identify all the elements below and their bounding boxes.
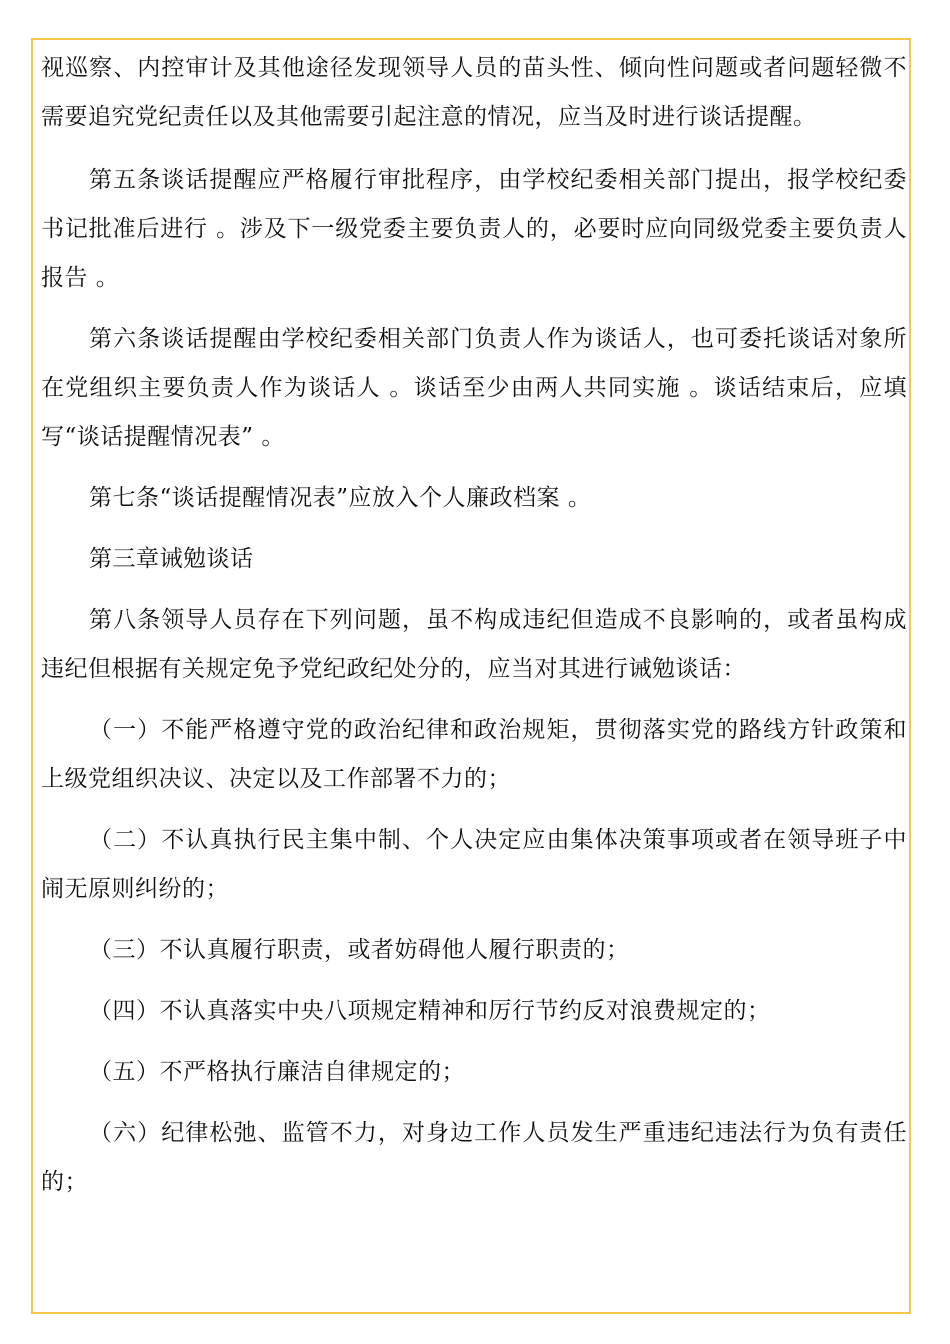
paragraph-article-6: 第六条谈话提醒由学校纪委相关部门负责人作为谈话人，也可委托谈话对象所在党组织主要负责人作为谈话人 。谈话至少由两人共同实施 。谈话结束后，应填写“谈话提醒情况表” 。 [41,326,907,450]
list-item-1: （一）不能严格遵守党的政治纪律和政治规矩，贯彻落实党的路线方针政策和上级党组织决议、决定以及工作部署不力的； [41,717,907,792]
document-body [41,44,907,1219]
list-item-6: （六）纪律松弛、监管不力，对身边工作人员发生严重违纪违法行为负有责任的； [41,1120,907,1195]
paragraph-continuation: 视巡察、内控审计及其他途径发现领导人员的苗头性、倾向性问题或者问题轻微不需要追究党纪责任以及其他需要引起注意的情况，应当及时进行谈话提醒。 [41,55,907,130]
list-item-3: （三）不认真履行职责，或者妨碍他人履行职责的； [89,937,630,963]
chapter-heading: 第三章诫勉谈话 [89,546,254,572]
list-item-2: （二）不认真执行民主集中制、个人决定应由集体决策事项或者在领导班子中闹无原则纠纷的； [41,827,907,902]
paragraph-article-7: 第七条“谈话提醒情况表”应放入个人廉政档案 。 [89,485,592,511]
list-item-4: （四）不认真落实中央八项规定精神和厉行节约反对浪费规定的； [89,998,771,1024]
paragraph-article-8: 第八条领导人员存在下列问题，虽不构成违纪但造成不良影响的，或者虽构成违纪但根据有关规定免予党纪政纪处分的，应当对其进行诫勉谈话： [41,607,907,682]
list-item-5: （五）不严格执行廉洁自律规定的； [89,1059,465,1085]
paragraph-article-5: 第五条谈话提醒应严格履行审批程序，由学校纪委相关部门提出，报学校纪委书记批准后进行 。涉及下一级党委主要负责人的，必要时应向同级党委主要负责人报告 。 [41,167,907,291]
